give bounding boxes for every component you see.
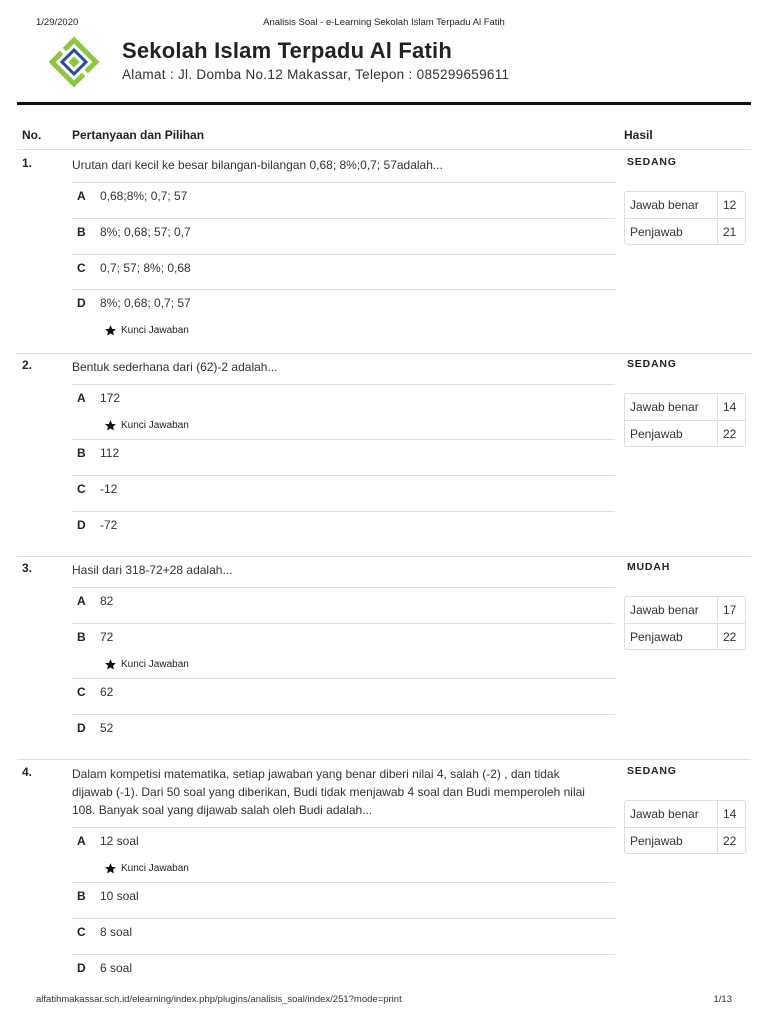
option-letter: B [77,889,86,903]
option-letter: C [77,261,86,275]
stat-label-answered: Penjawab [630,225,683,239]
school-name: Sekolah Islam Terpadu Al Fatih [122,38,452,63]
answer-key-marker [104,862,189,875]
question-row [17,765,751,989]
star-icon [104,862,117,875]
option-text: 8%; 0,68; 57; 0,7 [100,225,191,239]
stat-label-correct: Jawab benar [630,603,699,617]
option-letter: D [77,961,86,975]
answer-key-marker [104,324,189,337]
question-number: 1. [22,156,33,170]
answer-option [72,827,615,882]
stat-label-answered: Penjawab [630,630,683,644]
answer-option [72,289,615,353]
question-row [17,358,751,557]
answer-option [72,587,615,623]
question-text: Urutan dari kecil ke besar bilangan-bilangan 0,68; 8%;0,7; 57adalah... [72,158,443,172]
option-text: 172 [100,391,121,405]
difficulty-badge: SEDANG [627,156,677,168]
stat-label-correct: Jawab benar [630,400,699,414]
stat-value-correct: 14 [717,801,747,826]
answer-key-label: Kunci Jawaban [121,659,189,670]
star-icon [104,324,117,337]
answer-option [72,218,615,254]
print-date: 1/29/2020 [36,17,79,28]
option-letter: C [77,685,86,699]
option-letter: A [77,834,86,848]
answer-option [72,678,615,714]
question-number: 3. [22,561,33,575]
question-text: Bentuk sederhana dari (62)-2 adalah... [72,360,278,374]
option-text: -72 [100,518,118,532]
table-header [17,128,751,150]
option-text: 0,7; 57; 8%; 0,68 [100,261,191,275]
option-letter: D [77,296,86,310]
answer-key-marker [104,658,189,671]
stat-label-correct: Jawab benar [630,807,699,821]
option-letter: A [77,594,86,608]
option-text: 8%; 0,68; 0,7; 57 [100,296,191,310]
option-text: 10 soal [100,889,139,903]
option-text: 62 [100,685,114,699]
question-text [72,765,617,819]
stat-label-answered: Penjawab [630,834,683,848]
question-text-line: dijawab (-1). Dari 50 soal yang diberikan, Budi tidak menjawab 4 soal dan Budi memperoleh nilai [72,785,585,799]
answer-option [72,714,615,759]
school-header [46,34,746,94]
option-letter: A [77,189,86,203]
stat-value-answered: 21 [717,219,747,244]
answer-option [72,882,615,918]
print-title: Analisis Soal - e-Learning Sekolah Islam Terpadu Al Fatih [263,17,505,28]
answer-option [72,918,615,954]
answer-key-label: Kunci Jawaban [121,420,189,431]
option-text: 0,68;8%; 0,7; 57 [100,189,188,203]
difficulty-badge: SEDANG [627,765,677,777]
footer-url: alfatihmakassar.sch.id/elearning/index.php/plugins/analisis_soal/index/251?mode=print [36,994,402,1005]
difficulty-badge: MUDAH [627,561,671,573]
answer-stats [624,596,746,650]
stat-value-answered: 22 [717,624,747,649]
stat-value-answered: 22 [717,828,747,853]
school-logo-icon [46,34,102,90]
option-text: -12 [100,482,118,496]
answer-option [72,384,615,439]
answer-key-label: Kunci Jawaban [121,325,189,336]
column-header-no: No. [22,128,42,142]
answer-option [72,254,615,289]
answer-option [72,623,615,678]
answer-option [72,182,615,218]
school-address: Alamat : Jl. Domba No.12 Makassar, Telepon : 085299659611 [122,67,510,82]
answer-stats [624,191,746,245]
star-icon [104,658,117,671]
option-letter: B [77,446,86,460]
difficulty-badge: SEDANG [627,358,677,370]
question-text: Hasil dari 318-72+28 adalah... [72,563,233,577]
question-number: 2. [22,358,33,372]
stat-label-correct: Jawab benar [630,198,699,212]
answer-key-marker [104,419,189,432]
header-divider [17,102,751,105]
option-letter: D [77,518,86,532]
option-text: 8 soal [100,925,133,939]
question-row [17,156,751,354]
question-number: 4. [22,765,33,779]
question-text-line: 108. Banyak soal yang dijawab salah oleh Budi adalah... [72,803,373,817]
option-letter: B [77,630,86,644]
column-header-question: Pertanyaan dan Pilihan [72,128,205,142]
stat-value-correct: 12 [717,192,747,217]
answer-stats [624,800,746,854]
question-text-line: Dalam kompetisi matematika, setiap jawaban yang benar diberi nilai 4, salah (-2) , dan tidak [72,767,560,781]
star-icon [104,419,117,432]
question-row [17,561,751,760]
option-letter: C [77,482,86,496]
option-text: 6 soal [100,961,133,975]
answer-option [72,439,615,475]
stat-value-correct: 17 [717,597,747,622]
option-letter: D [77,721,86,735]
option-text: 12 soal [100,834,139,848]
option-letter: C [77,925,86,939]
answer-key-label: Kunci Jawaban [121,863,189,874]
stat-label-answered: Penjawab [630,427,683,441]
option-text: 52 [100,721,114,735]
answer-stats [624,393,746,447]
option-letter: A [77,391,86,405]
option-text: 82 [100,594,114,608]
column-header-result: Hasil [624,128,653,142]
stat-value-answered: 22 [717,421,747,446]
stat-value-correct: 14 [717,394,747,419]
page-number: 1/13 [713,994,732,1005]
answer-option [72,954,615,989]
option-text: 112 [100,446,120,460]
option-text: 72 [100,630,114,644]
option-letter: B [77,225,86,239]
answer-option [72,511,615,556]
answer-option [72,475,615,511]
